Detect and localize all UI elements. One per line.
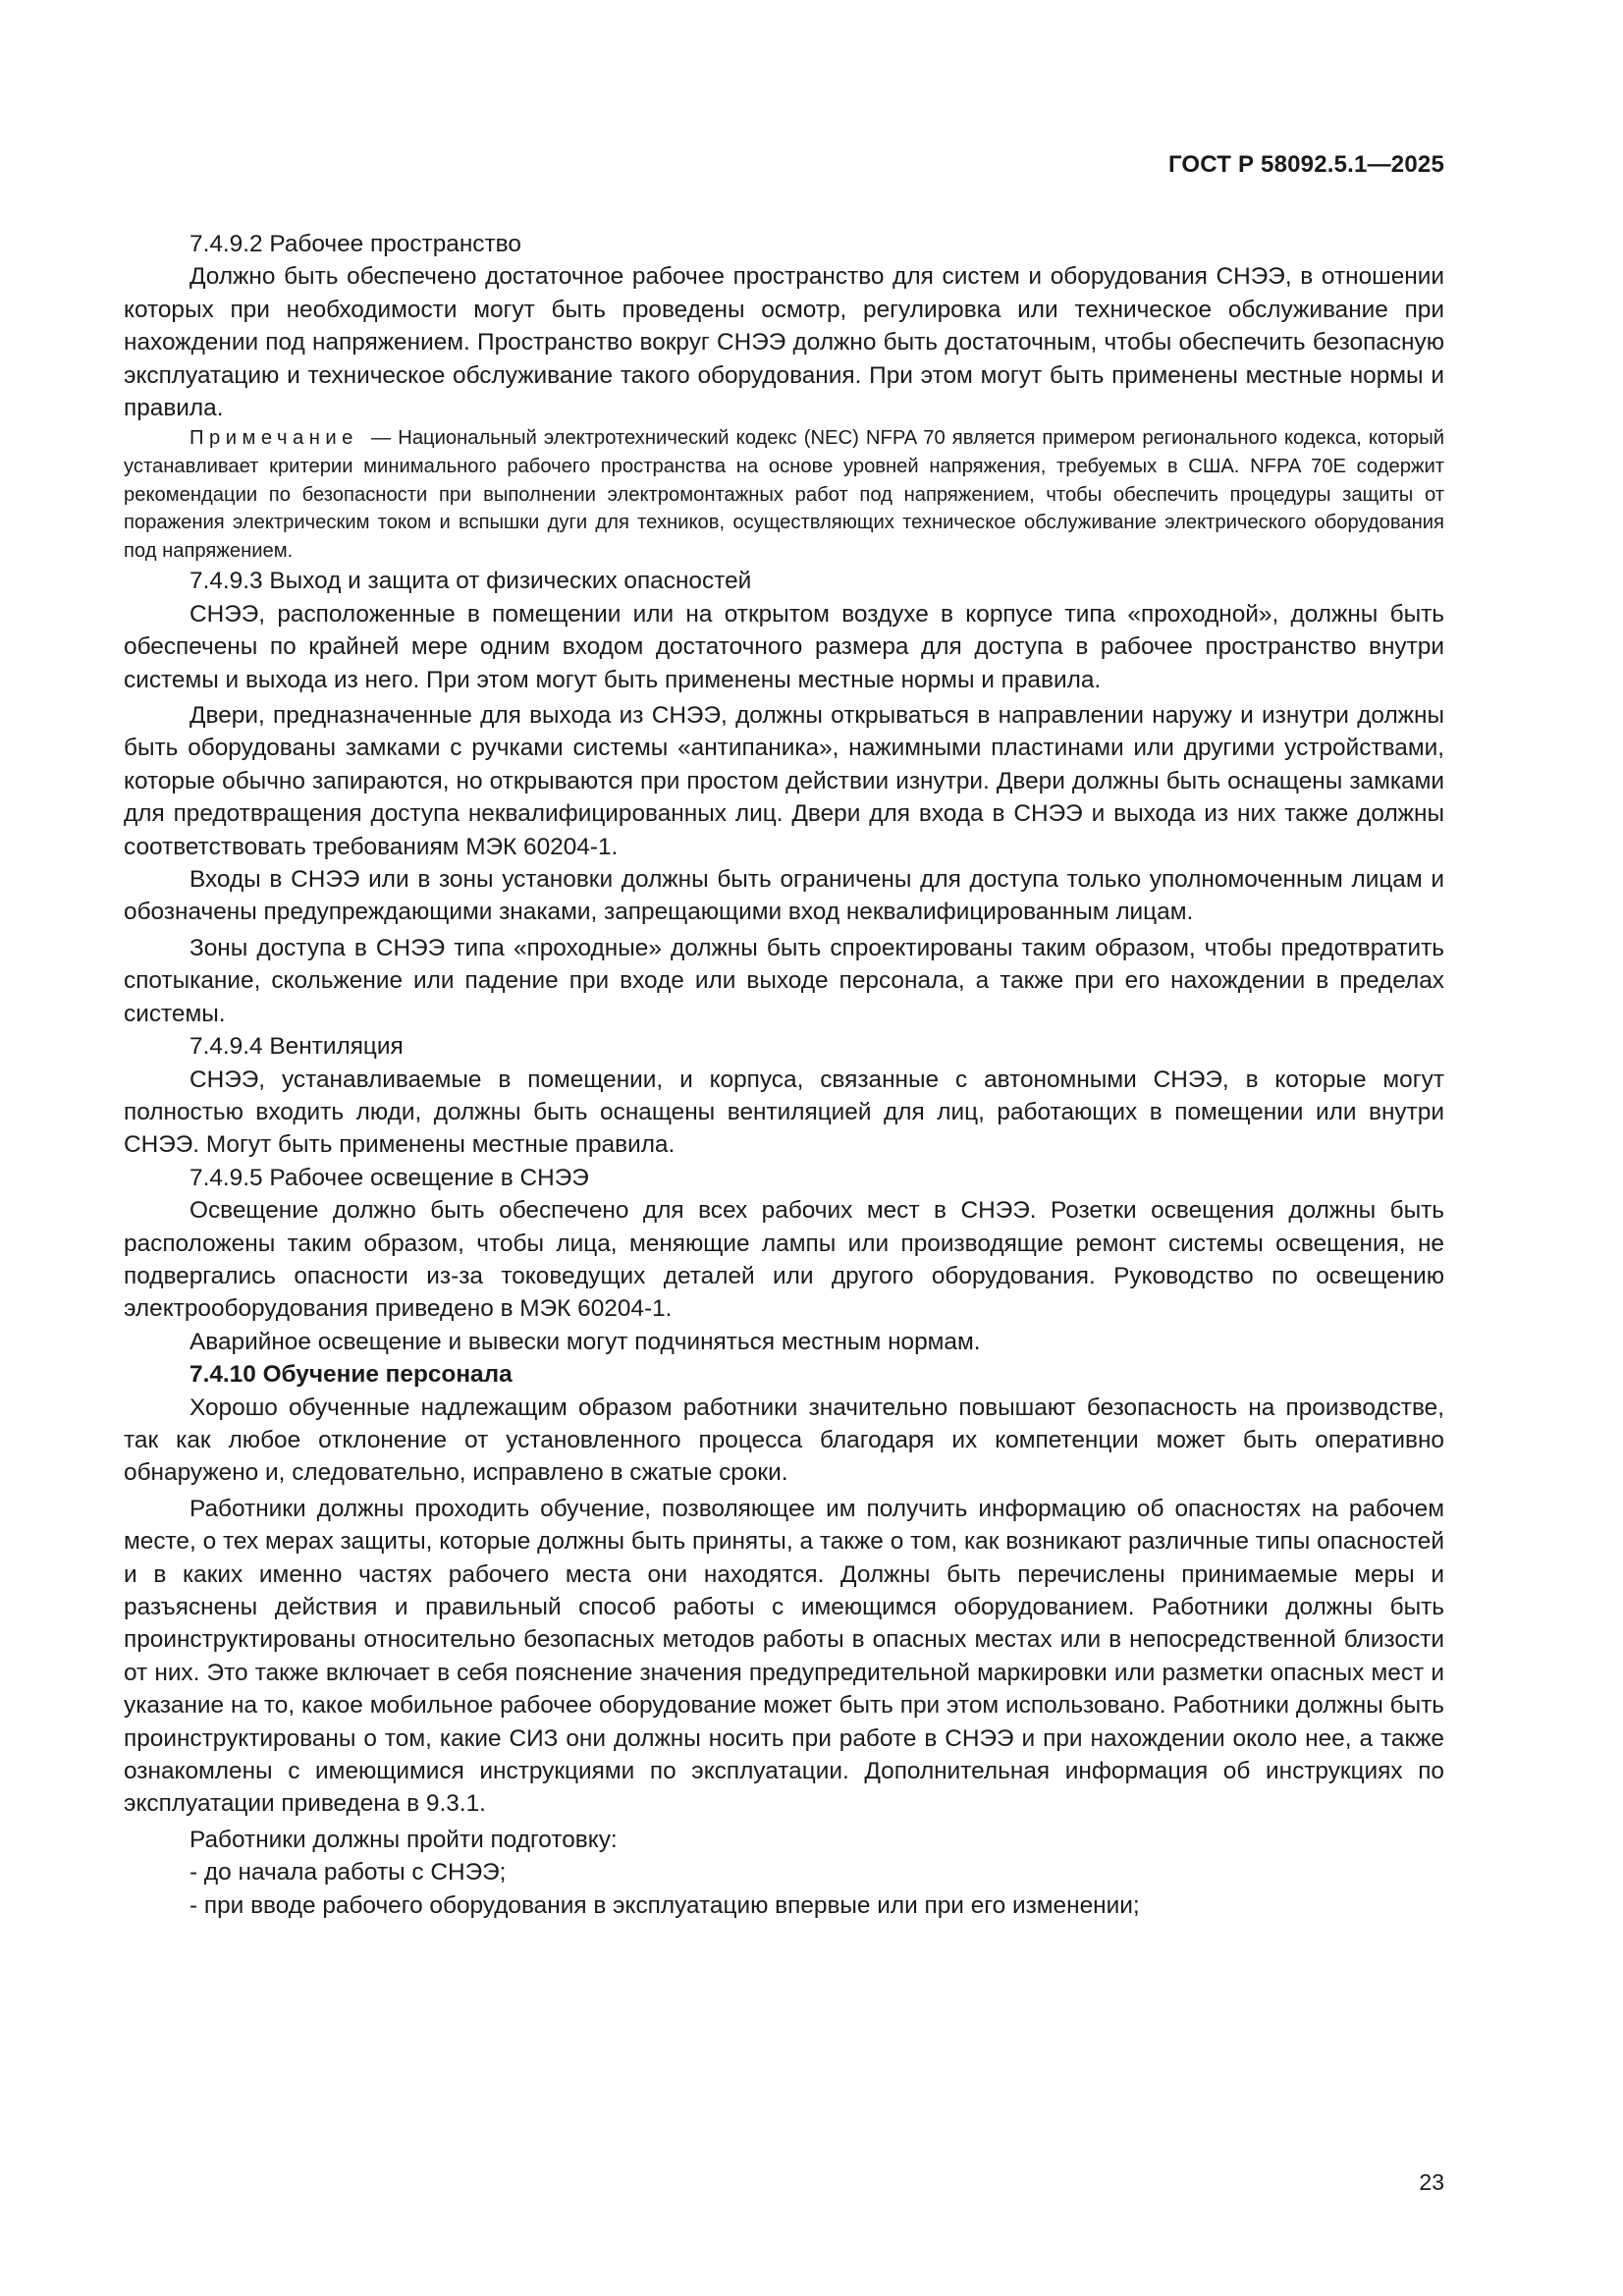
note [124,424,1444,565]
list-item: - при вводе рабочего оборудования в эксплуатацию впервые или при его изменении; [189,1891,1140,1919]
paragraph: Двери, предназначенные для выхода из СНЭЭ, должны открываться в направлении наружу и изнутри должны быть оборудованы замками с ручками системы «антипаника», нажимными пластинами или другими устройствами, которые обычно запираются, но открываются при простом действии изнутри. Двери должны быть оснащены замками для предотвращения доступа неквалифицированных лиц. Двери для входа в СНЭЭ и выхода из них также должны соответствовать требованиям МЭК 60204-1. [124,702,1444,860]
list-item: - до начала работы с СНЭЭ; [189,1859,507,1886]
section-heading-work-space: 7.4.9.2 Рабочее пространство [189,231,521,257]
note-label: Примечание [189,427,358,450]
section-heading-exit-protection: 7.4.9.3 Выход и защита от физических опасностей [189,568,752,595]
section-heading-training: 7.4.10 Обучение персонала [189,1361,513,1389]
paragraph: Зоны доступа в СНЭЭ типа «проходные» должны быть спроектированы таким образом, чтобы предотвратить спотыкание, скольжение или падение при входе или выходе персонала, а также при его нахождении в пределах системы. [124,934,1444,1027]
paragraph: СНЭЭ, расположенные в помещении или на открытом воздухе в корпусе типа «проходной», должны быть обеспечены по крайней мере одним входом достаточного размера для доступа в рабочее пространство внутри системы и выхода из него. При этом могут быть применены местные нормы и правила. [124,600,1444,693]
paragraph: Должно быть обеспечено достаточное рабочее пространство для систем и оборудования СНЭЭ, в отношении которых при необходимости могут быть проведены осмотр, регулировка или техническое обслуживание при нахождении под напряжением. Пространство вокруг СНЭЭ должно быть достаточным, чтобы обеспечить безопасную эксплуатацию и техническое обслуживание такого оборудования. При этом могут быть применены местные нормы и правила. [124,263,1444,422]
page-number: 23 [1419,2169,1444,2195]
paragraph: Аварийное освещение и вывески могут подчиняться местным нормам. [189,1328,981,1355]
section-heading-ventilation: 7.4.9.4 Вентиляция [189,1033,404,1061]
section-heading-lighting: 7.4.9.5 Рабочее освещение в СНЭЭ [189,1164,589,1191]
page-body [124,228,1444,1922]
standard-designation: ГОСТ Р 58092.5.1—2025 [1167,151,1444,178]
paragraph: Работники должны пройти подготовку: [189,1826,618,1853]
paragraph: Хорошо обученные надлежащим образом работники значительно повышают безопасность на производстве, так как любое отклонение от установленного процесса благодаря их компетенции может быть оперативно обнаружено и, следовательно, исправлено в сжатые сроки. [124,1394,1444,1487]
paragraph: СНЭЭ, устанавливаемые в помещении, и корпуса, связанные с автономными СНЭЭ, в которые могут полностью входить люди, должны быть оснащены вентиляцией для лиц, работающих в помещении или внутри СНЭЭ. Могут быть применены местные правила. [124,1066,1444,1159]
paragraph: Входы в СНЭЭ или в зоны установки должны быть ограничены для доступа только уполномоченным лицам и обозначены предупреждающими знаками, запрещающими вход неквалифицированным лицам. [124,866,1444,926]
paragraph: Освещение должно быть обеспечено для всех рабочих мест в СНЭЭ. Розетки освещения должны быть расположены таким образом, чтобы лица, меняющие лампы или производящие ремонт системы освещения, не подвергались опасности из-за токоведущих деталей или другого оборудования. Руководство по освещению электрооборудования приведено в МЭК 60204-1. [124,1197,1444,1323]
note-text: — Национальный электротехнический кодекс (NEC) NFPA 70 является примером регионального кодекса, который устанавливает критерии минимального рабочего пространства на основе уровней напряжения, требуемых в США. NFPA 70E содержит рекомендации по безопасности при выполнении электромонтажных работ под напряжением, чтобы обеспечить процедуры защиты от поражения электрическим током и вспышки дуги для техников, осуществляющих техническое обслуживание электрического оборудования под напряжением. [124,427,1445,562]
paragraph: Работники должны проходить обучение, позволяющее им получить информацию об опасностях на рабочем месте, о тех мерах защиты, которые должны быть приняты, а также о том, как возникают различные типы опасностей и в каких именно частях рабочего места они находятся. Должны быть перечислены принимаемые меры и разъяснены действия и правильный способ работы с имеющимся оборудованием. Работники должны быть проинструктированы относительно безопасных методов работы в опасных местах или в непосредственной близости от них. Это также включает в себя пояснение значения предупредительной маркировки или разметки опасных мест и указание на то, какое мобильное рабочее оборудование может быть при этом использовано. Работники должны быть проинструктированы о том, какие СИЗ они должны носить при работе в СНЭЭ и при нахождении около нее, а также ознакомлены с имеющимися инструкциями по эксплуатации. Дополнительная информация об инструкциях по эксплуатации приведена в 9.3.1. [124,1495,1444,1818]
